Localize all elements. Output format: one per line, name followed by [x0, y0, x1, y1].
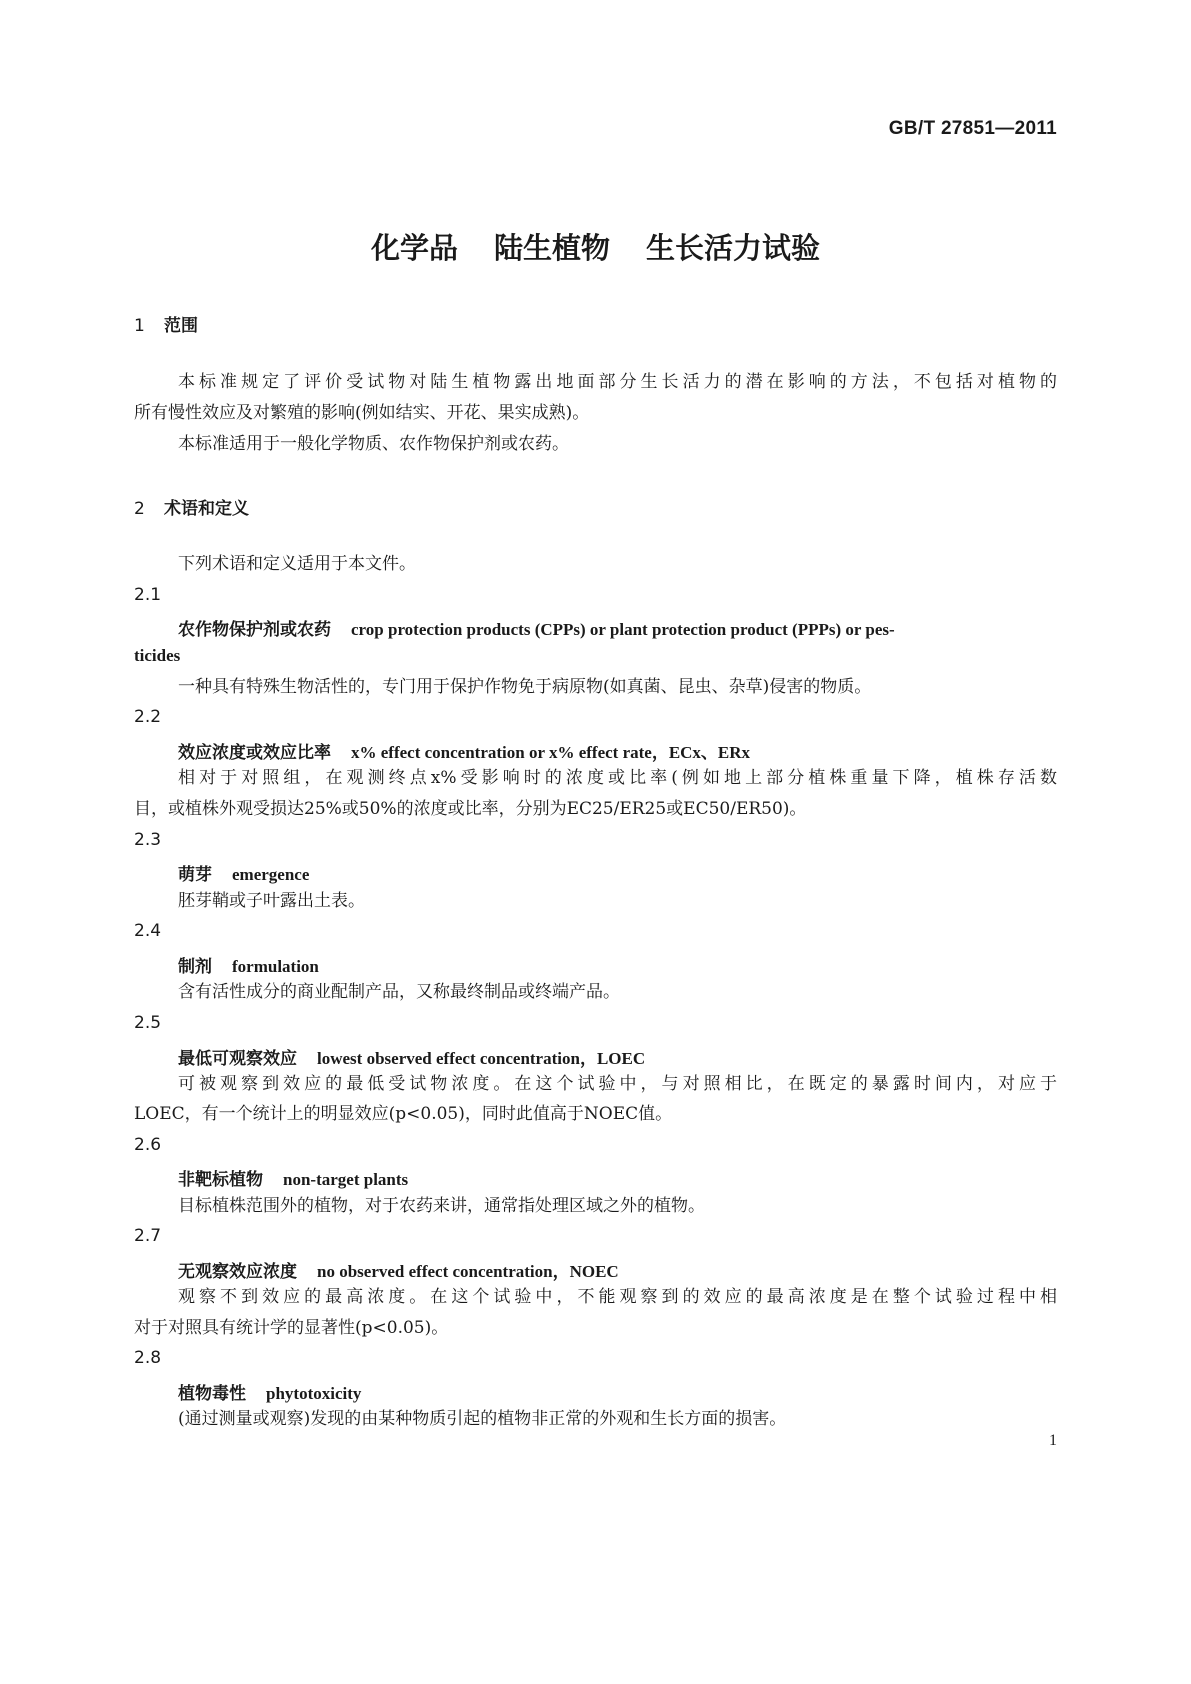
term-definition: 一种具有特殊生物活性的，专门用于保护作物免于病原物(如真菌、昆虫、杂草)侵害的物质。: [178, 677, 872, 697]
term-title: 农作物保护剂或农药 crop protection products (CPPs) or plant protection product (PPPs) or pes-: [178, 620, 895, 640]
standard-code: GB/T 27851—2011: [888, 118, 1057, 139]
clause-number: 2.7: [134, 1226, 162, 1246]
title-part-2: 陆生植物: [493, 231, 610, 265]
term-definition-line-2: 目，或植株外观受损达25%或50%的浓度或比率，分别为EC25/ER25或EC50/ER50)。: [134, 799, 807, 819]
section-heading-terms: 2 术语和定义: [134, 499, 249, 519]
term-title: 植物毒性 phytotoxicity: [178, 1384, 362, 1404]
term-english-continuation: ticides: [134, 646, 181, 665]
clause-number: 2.8: [134, 1348, 162, 1368]
section-heading-scope: 1 范围: [134, 316, 198, 336]
term-definition: (通过测量或观察)发现的由某种物质引起的植物非正常的外观和生长方面的损害。: [178, 1409, 787, 1429]
page-number: 1: [1049, 1432, 1057, 1449]
document-title: [0, 226, 1191, 267]
term-definition: 目标植株范围外的植物，对于农药来讲，通常指处理区域之外的植物。: [178, 1196, 705, 1216]
scope-paragraph-1-line-2: 所有慢性效应及对繁殖的影响(例如结实、开花、果实成熟)。: [134, 403, 590, 423]
clause-number: 2.5: [134, 1013, 162, 1033]
clause-number: 2.4: [134, 921, 162, 941]
term-definition-line-2: 对于对照具有统计学的显著性(p<0.05)。: [134, 1318, 449, 1338]
term-definition-line-2: LOEC，有一个统计上的明显效应(p<0.05)，同时此值高于NOEC值。: [134, 1104, 673, 1124]
terms-intro: 下列术语和定义适用于本文件。: [178, 554, 416, 574]
term-title: 效应浓度或效应比率 x% effect concentration or x% effect rate，ECx、ERx: [178, 743, 751, 763]
title-part-3: 生长活力试验: [646, 231, 821, 265]
term-title: 无观察效应浓度 no observed effect concentration，NOEC: [178, 1262, 619, 1282]
clause-number: 2.1: [134, 585, 162, 605]
clause-number: 2.2: [134, 707, 162, 727]
term-title: 非靶标植物 non-target plants: [178, 1170, 409, 1190]
term-definition: 含有活性成分的商业配制产品，又称最终制品或终端产品。: [178, 982, 620, 1002]
term-title: 萌芽 emergence: [178, 865, 310, 885]
term-title: 制剂 formulation: [178, 957, 319, 977]
clause-number: 2.6: [134, 1135, 162, 1155]
term-definition-line-1: 观察不到效应的最高浓度。在这个试验中，不能观察到的效应的最高浓度是在整个试验过程中相: [178, 1287, 1057, 1307]
term-title: 最低可观察效应 lowest observed effect concentration，LOEC: [178, 1049, 646, 1069]
clause-number: 2.3: [134, 830, 162, 850]
title-part-1: 化学品: [370, 231, 458, 265]
term-definition-line-1: 可被观察到效应的最低受试物浓度。在这个试验中，与对照相比，在既定的暴露时间内，对应于: [178, 1074, 1057, 1094]
term-definition-line-1: 相对于对照组，在观测终点x%受影响时的浓度或比率(例如地上部分植株重量下降，植株存活数: [178, 768, 1057, 788]
scope-paragraph-2: 本标准适用于一般化学物质、农作物保护剂或农药。: [178, 434, 569, 454]
term-definition: 胚芽鞘或子叶露出土表。: [178, 891, 365, 911]
scope-paragraph-1-line-1: 本标准规定了评价受试物对陆生植物露出地面部分生长活力的潜在影响的方法，不包括对植物的: [178, 372, 1057, 392]
